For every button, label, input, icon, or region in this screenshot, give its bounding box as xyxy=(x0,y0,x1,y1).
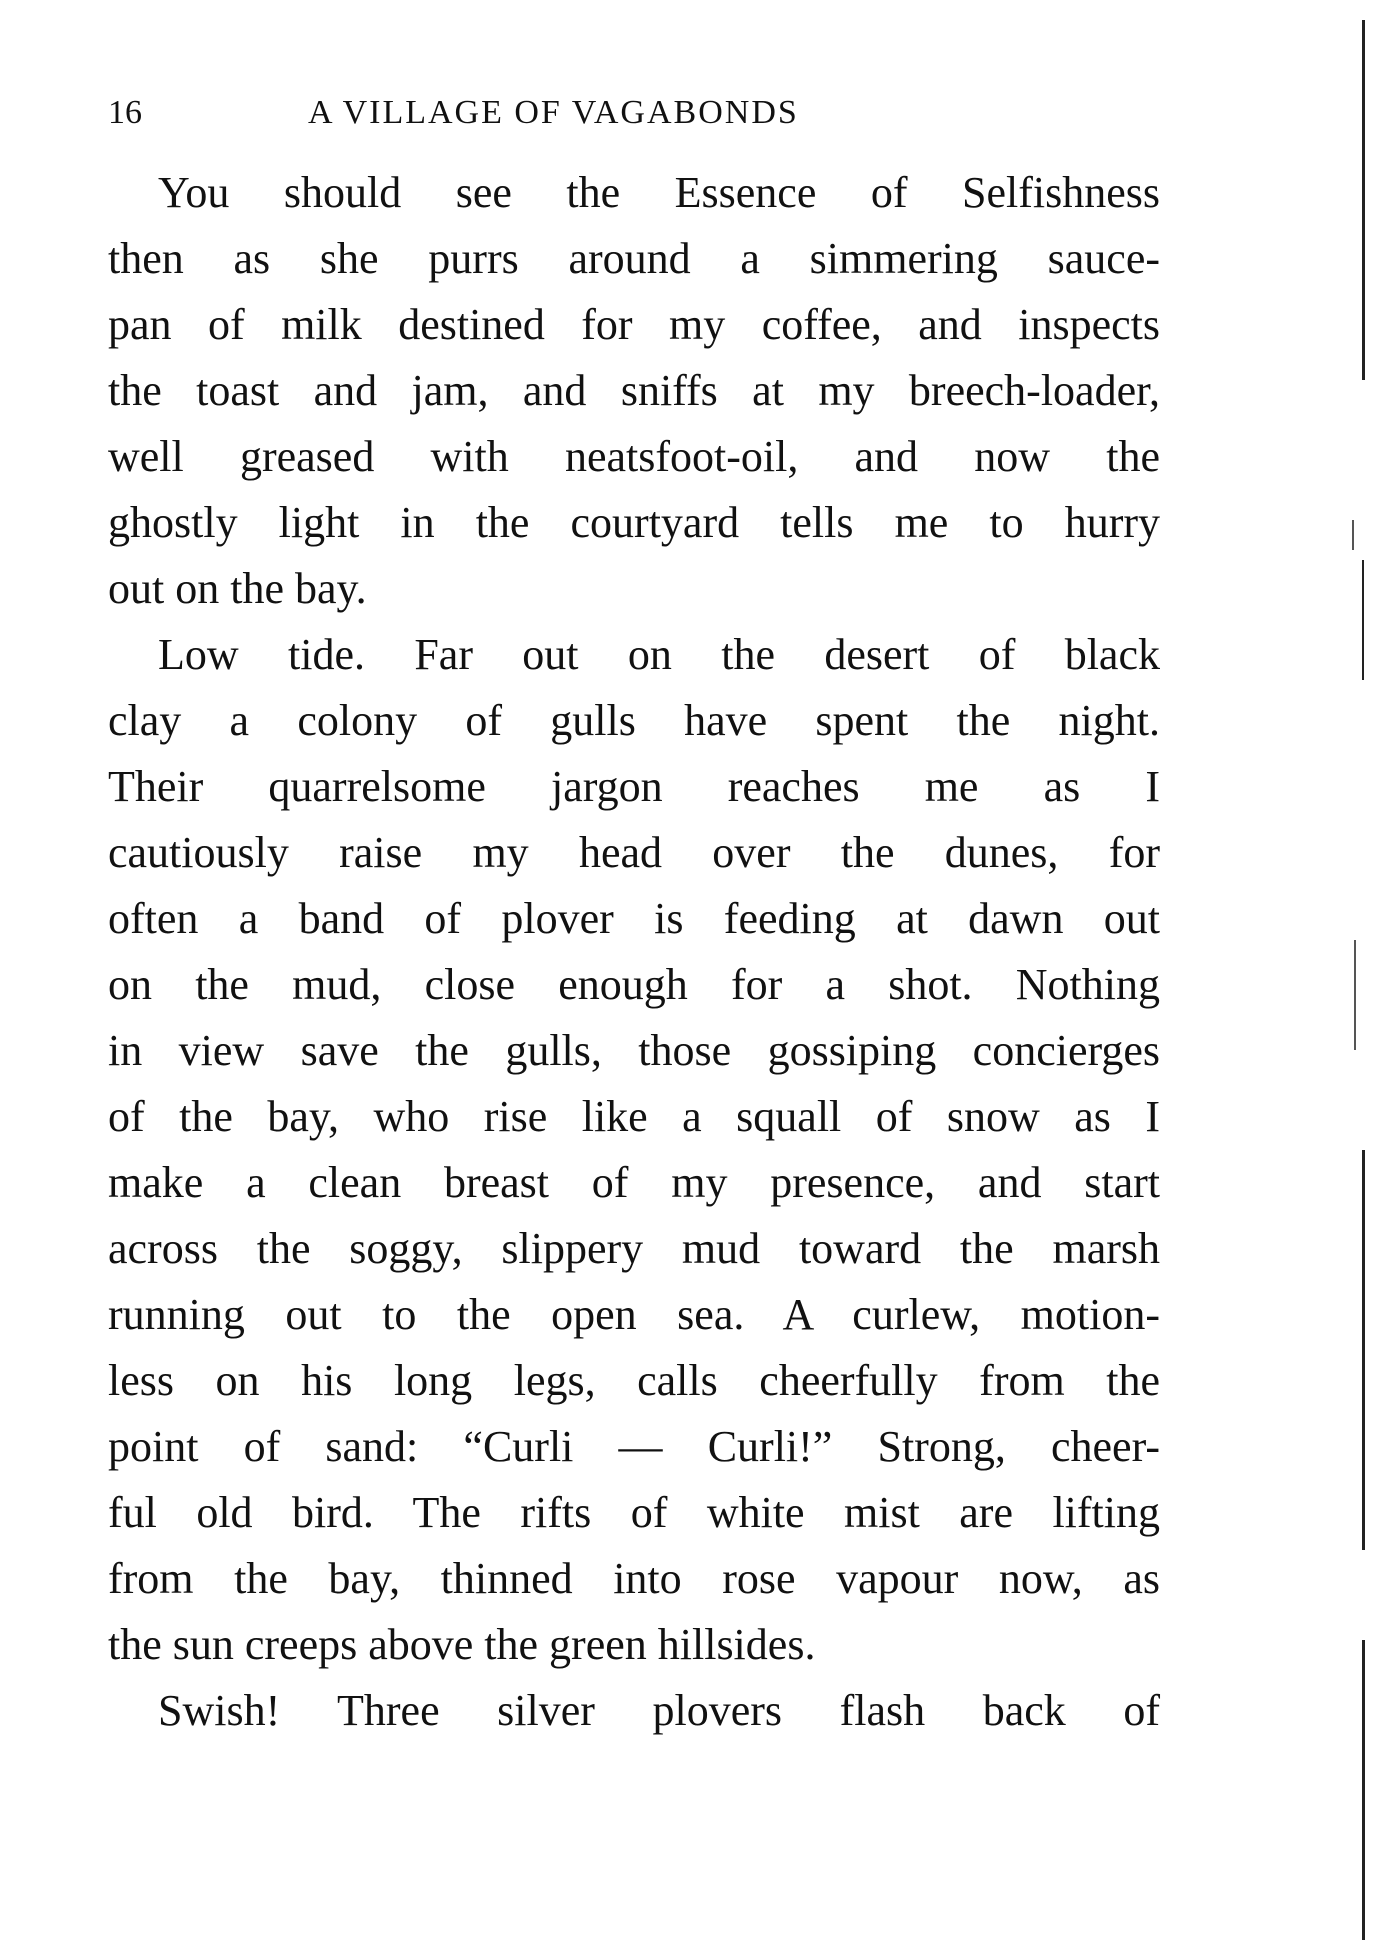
text-line: Swish! Three silver plovers flash back of xyxy=(158,1686,1160,1735)
text-line: pan of milk destined for my coffee, and inspects xyxy=(108,300,1160,349)
scan-speck xyxy=(1352,520,1354,550)
text-line: less on his long legs, calls cheerfully from the xyxy=(108,1356,1160,1405)
binding-edge-mark xyxy=(1362,1640,1365,1940)
running-title: A VILLAGE OF VAGABONDS xyxy=(308,94,799,131)
text-line: in view save the gulls, those gossiping concierges xyxy=(108,1026,1160,1075)
binding-edge-mark xyxy=(1362,1150,1365,1550)
text-line: ful old bird. The rifts of white mist are lifting xyxy=(108,1488,1160,1537)
page-header xyxy=(108,88,1168,138)
text-line: the sun creeps above the green hillsides. xyxy=(108,1620,816,1669)
text-line: from the bay, thinned into rose vapour now, as xyxy=(108,1554,1160,1603)
text-line: often a band of plover is feeding at dawn out xyxy=(108,894,1160,943)
text-line: running out to the open sea. A curlew, motion- xyxy=(108,1290,1160,1339)
text-line: the toast and jam, and sniffs at my breech-loader, xyxy=(108,366,1160,415)
text-line: on the mud, close enough for a shot. Nothing xyxy=(108,960,1160,1009)
binding-edge-mark xyxy=(1362,560,1364,680)
text-line: well greased with neatsfoot-oil, and now the xyxy=(108,432,1160,481)
text-line: make a clean breast of my presence, and start xyxy=(108,1158,1160,1207)
text-line: cautiously raise my head over the dunes, for xyxy=(108,828,1160,877)
text-line: ghostly light in the courtyard tells me to hurry xyxy=(108,498,1160,547)
text-line: clay a colony of gulls have spent the night. xyxy=(108,696,1160,745)
page-number: 16 xyxy=(108,94,142,131)
body-text xyxy=(108,160,1160,1744)
text-line: point of sand: “Curli — Curli!” Strong, cheer- xyxy=(108,1422,1160,1471)
text-line: across the soggy, slippery mud toward the marsh xyxy=(108,1224,1160,1273)
text-line: of the bay, who rise like a squall of snow as I xyxy=(108,1092,1160,1141)
text-line: out on the bay. xyxy=(108,564,367,613)
binding-edge-mark xyxy=(1362,20,1365,380)
text-line: Low tide. Far out on the desert of black xyxy=(158,630,1160,679)
scan-speck xyxy=(1354,940,1356,1050)
text-line: Their quarrelsome jargon reaches me as I xyxy=(108,762,1160,811)
text-line: then as she purrs around a simmering sauce- xyxy=(108,234,1160,283)
text-line: You should see the Essence of Selfishness xyxy=(158,168,1160,217)
